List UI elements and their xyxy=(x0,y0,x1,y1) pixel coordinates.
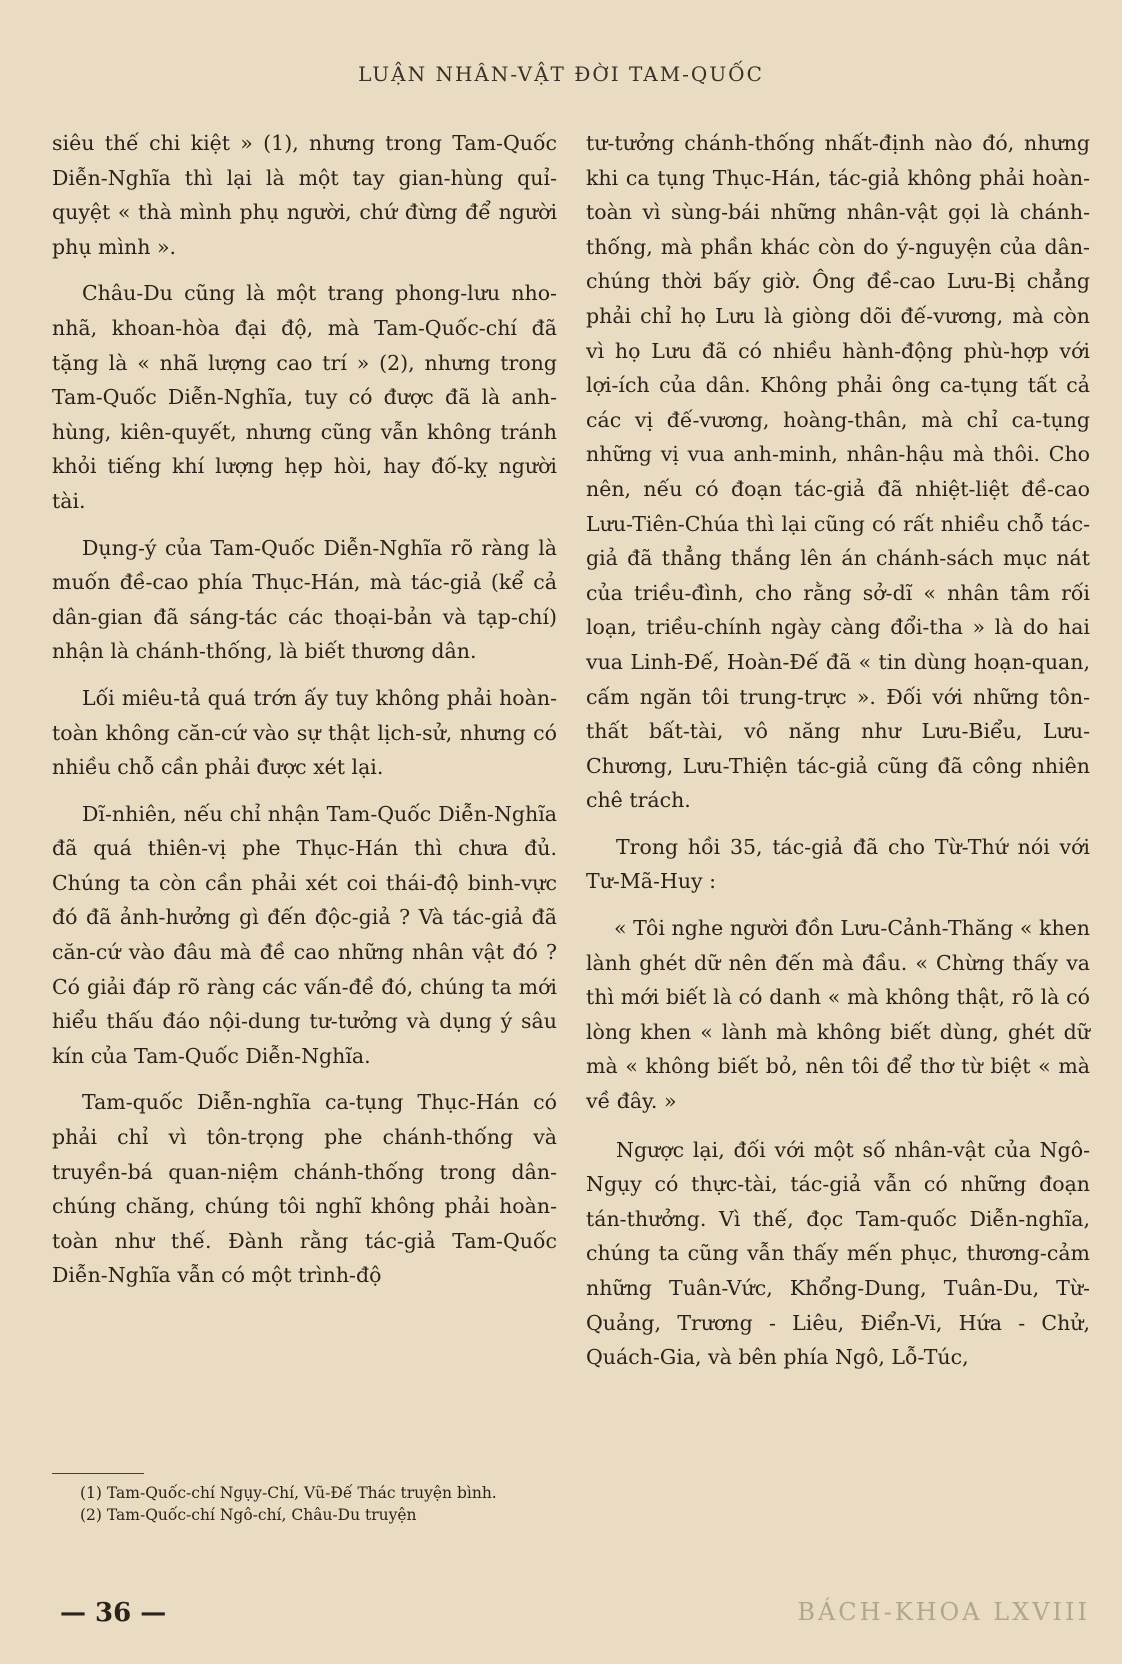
footnote: (2) Tam-Quốc-chí Ngô-chí, Châu-Du truyện xyxy=(80,1506,417,1524)
paragraph: Dụng-ý của Tam-Quốc Diễn-Nghĩa rõ ràng là muốn đề-cao phía Thục-Hán, mà tác-giả (kể cả dân-gian đã sáng-tác các thoại-bản và tạp-chí) nhận là chánh-thống, là biết thương dân. xyxy=(52,535,557,664)
paragraph: Tam-quốc Diễn-nghĩa ca-tụng Thục-Hán có phải chỉ vì tôn-trọng phe chánh-thống và truyền-bá quan-niệm chánh-thống trong dân-chúng chăng, chúng tôi nghĩ không phải hoàn-toàn như thế. Đành rằng tác-giả Tam-Quốc Diễn-Nghĩa vẫn có một trình-độ xyxy=(52,1090,557,1288)
page-number: — 36 — xyxy=(60,1598,167,1628)
paragraph: Châu-Du cũng là một trang phong-lưu nho-nhã, khoan-hòa đại độ, mà Tam-Quốc-chí đã tặng là « nhã lượng cao trí » (2), nhưng trong Tam-Quốc Diễn-Nghĩa, tuy có được đã là anh-hùng, kiên-quyết, nhưng cũng vẫn không tránh khỏi tiếng khí lượng hẹp hòi, hay đố-kỵ người tài. xyxy=(52,281,557,513)
journal-name: BÁCH-KHOA LXVIII xyxy=(797,1598,1090,1626)
right-column xyxy=(586,126,1090,1387)
paragraph: Ngược lại, đối với một số nhân-vật của Ngô-Ngụy có thực-tài, tác-giả vẫn có những đoạn tán-thưởng. Vì thế, đọc Tam-quốc Diễn-nghĩa, chúng ta cũng vẫn thấy mến phục, thương-cảm những Tuân-Vức, Khổng-Dung, Tuân-Du, Từ-Quảng, Trương - Liêu, Điển-Vi, Hứa - Chử, Quách-Gia, và bên phía Ngô, Lỗ-Túc, xyxy=(586,1137,1090,1370)
paragraph: Lối miêu-tả quá trớn ấy tuy không phải hoàn-toàn không căn-cứ vào sự thật lịch-sử, nhưng có nhiều chỗ cần phải được xét lại. xyxy=(52,685,557,780)
footnotes xyxy=(52,1482,557,1526)
paragraph: Trong hồi 35, tác-giả đã cho Từ-Thứ nói với Tư-Mã-Huy : xyxy=(586,834,1090,894)
footnote: (1) Tam-Quốc-chí Ngụy-Chí, Vũ-Đế Thác truyện bình. xyxy=(80,1484,497,1502)
paragraph: Dĩ-nhiên, nếu chỉ nhận Tam-Quốc Diễn-Nghĩa đã quá thiên-vị phe Thục-Hán thì chưa đủ. Chúng ta còn cần phải xét coi thái-độ binh-vực đó đã ảnh-hưởng gì đến độc-giả ? Và tác-giả đã căn-cứ vào đâu mà đề cao những nhân vật đó ? Có giải đáp rõ ràng các vấn-đề đó, chúng ta mới hiểu thấu đáo nội-dung tư-tưởng và dụng ý sâu kín của Tam-Quốc Diễn-Nghĩa. xyxy=(52,801,557,1068)
running-title: LUẬN NHÂN-VẬT ĐỜI TAM-QUỐC xyxy=(358,62,764,86)
left-column xyxy=(52,126,557,1305)
quotation: « Tôi nghe người đồn Lưu-Cảnh-Thăng « khen lành ghét dữ nên đến mà đầu. « Chừng thấy va thì mới biết là có danh « mà không thật, rõ là có lòng khen « lành mà không biết dùng, ghét dữ mà « không biết bỏ, nên tôi để thơ từ biệt « mà về đây. » xyxy=(586,916,1090,1114)
paragraph: siêu thế chi kiệt » (1), nhưng trong Tam-Quốc Diễn-Nghĩa thì lại là một tay gian-hùng quỉ-quyệt « thà mình phụ người, chứ đừng để người phụ mình ». xyxy=(52,131,557,259)
paragraph: tư-tưởng chánh-thống nhất-định nào đó, nhưng khi ca tụng Thục-Hán, tác-giả không phải hoàn-toàn vì sùng-bái những nhân-vật gọi là chánh-thống, mà phần khác còn do ý-nguyện của dân-chúng thời bấy giờ. Ông đề-cao Lưu-Bị chẳng phải chỉ họ Lưu là giòng dõi đế-vương, mà còn vì họ Lưu đã có nhiều hành-động phù-hợp với lợi-ích của dân. Không phải ông ca-tụng tất cả các vị đế-vương, hoàng-thân, mà chỉ ca-tụng những vị vua anh-minh, nhân-hậu mà thôi. Cho nên, nếu có đoạn tác-giả đã nhiệt-liệt đề-cao Lưu-Tiên-Chúa thì lại cũng có rất nhiều chỗ tác-giả đã thẳng thắng lên án chánh-sách mục nát của triều-đình, cho rằng sở-dĩ « nhân tâm rối loạn, triều-chính ngày càng đổi-tha » là do hai vua Linh-Đế, Hoàn-Đế đã « tin dùng hoạn-quan, cấm ngăn tôi trung-trực ». Đối với những tôn-thất bất-tài, vô năng như Lưu-Biểu, Lưu-Chương, Lưu-Thiện tác-giả cũng đã công nhiên chê trách. xyxy=(586,131,1090,813)
footnote-divider xyxy=(52,1473,144,1474)
